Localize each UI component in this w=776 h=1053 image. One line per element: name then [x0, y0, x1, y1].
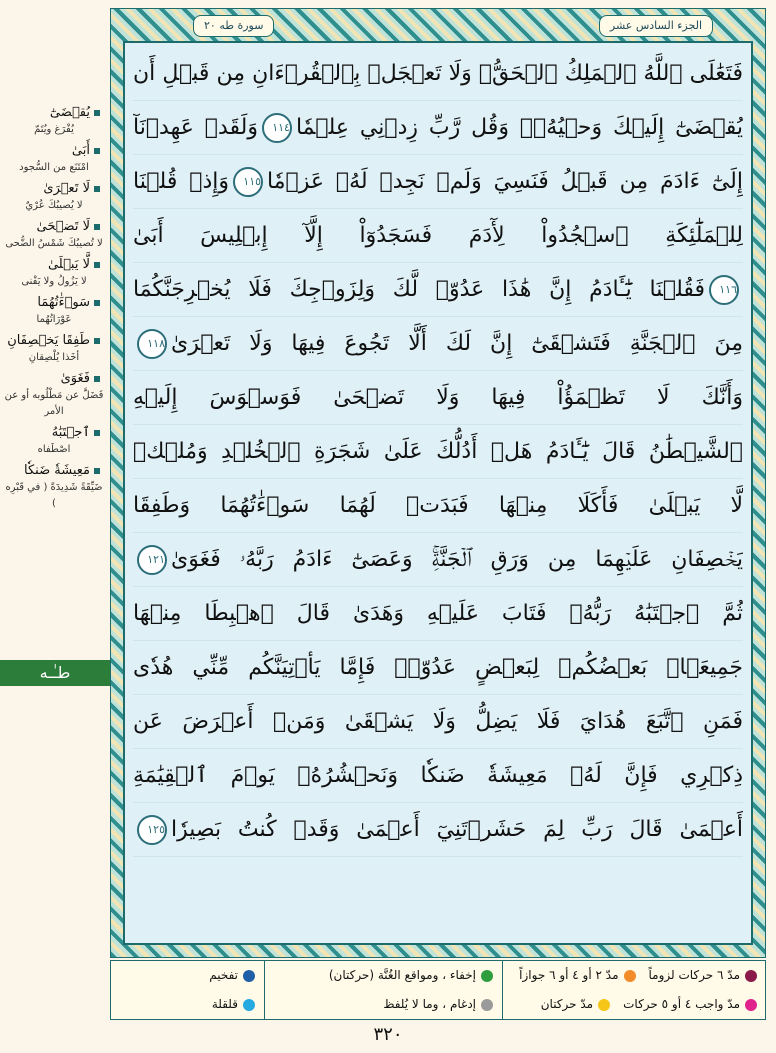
legend-label: إدغام ، وما لا يُلفظ	[383, 997, 476, 1011]
line-text: فَقُلۡنَا يَٰٓـَٔادَمُ إِنَّ هَٰذَا عَدُوّٞ لَّكَ وَلِزَوۡجِكَ فَلَا يُخۡرِجَنَّكُمَا	[133, 277, 705, 302]
legend-divider	[502, 961, 503, 1019]
verse-line	[133, 425, 743, 479]
line-text: ثُمَّ ٱجۡتَبَٰهُ رَبُّهُۥ فَتَابَ عَلَيۡهِ وَهَدَىٰ قَالَ ٱهۡبِطَا مِنۡهَا	[133, 601, 743, 626]
glossary-meaning: لا تُصيبُكَ شَمْسُ الضُّحى	[5, 238, 103, 249]
legend-item	[507, 961, 757, 990]
legend-column	[507, 961, 757, 1019]
legend-column	[273, 961, 493, 1019]
ayah-marker: ١٢١	[137, 545, 167, 575]
legend-label: تفخيم	[209, 968, 238, 982]
legend-dot-icon	[243, 999, 255, 1011]
verse-line	[133, 317, 743, 371]
ayah-marker: ١١٥	[233, 167, 263, 197]
legend-item	[273, 990, 493, 1019]
surah-tab: طـٰـه	[0, 660, 110, 686]
verse-line	[133, 371, 743, 425]
glossary-word: مَعِيشَةٗ ضَنكٗا	[2, 462, 106, 480]
juz-label: الجزء السادس عشر	[599, 15, 713, 37]
legend-label: مدّ واجب ٤ أو ٥ حركات	[623, 997, 740, 1011]
verse-line	[133, 641, 743, 695]
page-header	[123, 15, 753, 37]
glossary-meaning: لا يُصيبُكَ عُرْيٌ	[25, 200, 83, 211]
glossary-meaning: امْتَنَع من السُّجود	[19, 162, 89, 173]
line-text: لِلۡمَلَٰٓئِكَةِ ٱسۡجُدُواْ لِأٓدَمَ فَسَجَدُوٓاْ إِلَّآ إِبۡلِيسَ أَبَىٰ	[133, 223, 743, 248]
legend-item	[507, 990, 757, 1019]
ayah-marker: ١١٦	[709, 275, 739, 305]
verse-line	[133, 803, 743, 857]
line-text: يَخۡصِفَانِ عَلَيۡهِمَا مِن وَرَقِ ٱلۡجَنَّةِۚ وَعَصَىٰٓ ءَادَمُ رَبَّهُۥ فَغَوَىٰ	[171, 547, 743, 572]
legend-label: مدّ ٦ حركات لزوماً	[648, 968, 740, 982]
verse-line	[133, 749, 743, 803]
tajweed-legend	[110, 960, 766, 1020]
glossary-word: أَبَىٰ	[2, 142, 106, 160]
glossary-meaning: لا يَزُولُ ولا يَفْنى	[21, 276, 87, 287]
legend-dot-icon	[745, 970, 757, 982]
legend-column	[115, 961, 255, 1019]
line-text: وَإِذۡ قُلۡنَا	[133, 169, 230, 194]
line-text: يُقۡضَىٰٓ إِلَيۡكَ وَحۡيُهُۥۖ وَقُل رَّبِّ زِدۡنِي عِلۡمٗا	[295, 115, 743, 140]
legend-dot-icon	[598, 999, 610, 1011]
verse-lines	[133, 47, 743, 939]
line-text: مِنَ ٱلۡجَنَّةِ فَتَشۡقَىٰٓ إِنَّ لَكَ أَلَّا تَجُوعَ فِيهَا وَلَا تَعۡرَىٰ	[171, 331, 743, 356]
legend-item	[115, 961, 255, 990]
glossary-meaning: فَضَلَّ عن مَطْلُوبه أو عن الأمر	[4, 390, 104, 417]
glossary-word: سَوۡءَٰتُهُمَا	[2, 294, 106, 312]
glossary-meaning: اصْطَفاه	[37, 444, 71, 455]
surah-label: سورة طه ٢٠	[193, 15, 274, 37]
verse-line	[133, 533, 743, 587]
glossary-word: لَّا يَبۡلَىٰ	[2, 256, 106, 274]
verse-line	[133, 587, 743, 641]
glossary-word: فَغَوَىٰ	[2, 370, 106, 388]
verse-line	[133, 47, 743, 101]
glossary-meaning: عَوْرَاتُهُما	[36, 314, 72, 325]
glossary-meaning: أخَذا يُلْصِقانِ	[28, 352, 80, 363]
glossary-word: طَفِقَا يَخۡصِفَانِ	[2, 332, 106, 350]
text-panel	[123, 41, 753, 945]
line-text: فَمَنِ ٱتَّبَعَ هُدَايَ فَلَا يَضِلُّ وَلَا يَشۡقَىٰ وَمَنۡ أَعۡرَضَ عَن	[133, 709, 743, 734]
line-text: فَتَعَٰلَى ٱللَّهُ ٱلۡمَلِكُ ٱلۡحَقُّۗ وَلَا تَعۡجَلۡ بِٱلۡقُرۡءَانِ مِن قَبۡلِ أَن	[133, 61, 743, 86]
ayah-marker: ١١٤	[262, 113, 292, 143]
legend-dot-icon	[745, 999, 757, 1011]
page-frame	[110, 8, 766, 958]
glossary-word: ٱجۡتَبَٰهُ	[2, 424, 106, 442]
verse-line	[133, 209, 743, 263]
legend-dot-icon	[481, 970, 493, 982]
legend-label: مدّ ٢ أو ٤ أو ٦ جوازاً	[519, 968, 619, 982]
line-text: ٱلشَّيۡطَٰنُ قَالَ يَٰٓـَٔادَمُ هَلۡ أَدُلُّكَ عَلَىٰ شَجَرَةِ ٱلۡخُلۡدِ وَمُلۡكٖ	[133, 439, 743, 464]
legend-label: قلقلة	[211, 997, 238, 1011]
line-text: لَّا يَبۡلَىٰ فَأَكَلَا مِنۡهَا فَبَدَتۡ لَهُمَا سَوۡءَٰتُهُمَا وَطَفِقَا	[133, 493, 743, 518]
ayah-marker: ١١٨	[137, 329, 167, 359]
legend-dot-icon	[624, 970, 636, 982]
verse-line	[133, 155, 743, 209]
glossary-word: يُقۡضَىٰٓ	[2, 104, 106, 122]
glossary-meaning: ضَيِّقَةً شَدِيدَةً ( في قَبْرِه )	[5, 482, 103, 509]
glossary-word: لَا تَضۡحَىٰ	[2, 218, 106, 236]
legend-item	[115, 990, 255, 1019]
legend-label: مدّ حركتان	[540, 997, 594, 1011]
ayah-marker: ١٢٥	[137, 815, 167, 845]
line-text: جَمِيعَۢاۖ بَعۡضُكُمۡ لِبَعۡضٍ عَدُوّٞۖ فَإِمَّا يَأۡتِيَنَّكُم مِّنِّي هُدٗى	[133, 655, 743, 680]
line-text: أَعۡمَىٰ قَالَ رَبِّ لِمَ حَشَرۡتَنِيٓ أَعۡمَىٰ وَقَدۡ كُنتُ بَصِيرٗا	[171, 817, 743, 842]
glossary-word: لَا تَعۡرَىٰ	[2, 180, 106, 198]
line-text: وَلَقَدۡ عَهِدۡنَآ	[133, 115, 258, 140]
legend-label: إخفاء ، ومواقع الغُنَّة (حركتان)	[328, 968, 476, 982]
verse-line	[133, 695, 743, 749]
line-text: ذِكۡرِي فَإِنَّ لَهُۥ مَعِيشَةٗ ضَنكٗا وَنَحۡشُرُهُۥ يَوۡمَ ٱلۡقِيَٰمَةِ	[133, 763, 743, 788]
glossary-meaning: يُفْرَغ ويُتَمّ	[34, 124, 74, 135]
glossary-sidebar	[2, 100, 106, 516]
verse-line	[133, 101, 743, 155]
line-text: إِلَىٰٓ ءَادَمَ مِن قَبۡلُ فَنَسِيَ وَلَمۡ نَجِدۡ لَهُۥ عَزۡمٗا	[267, 169, 743, 194]
verse-line	[133, 479, 743, 533]
legend-item	[273, 961, 493, 990]
legend-dot-icon	[481, 999, 493, 1011]
page-number: ٣٢٠	[373, 1024, 403, 1045]
verse-line	[133, 263, 743, 317]
legend-divider	[264, 961, 265, 1019]
line-text: وَأَنَّكَ لَا تَظۡمَؤُاْ فِيهَا وَلَا تَضۡحَىٰ فَوَسۡوَسَ إِلَيۡهِ	[133, 385, 743, 410]
legend-dot-icon	[243, 970, 255, 982]
